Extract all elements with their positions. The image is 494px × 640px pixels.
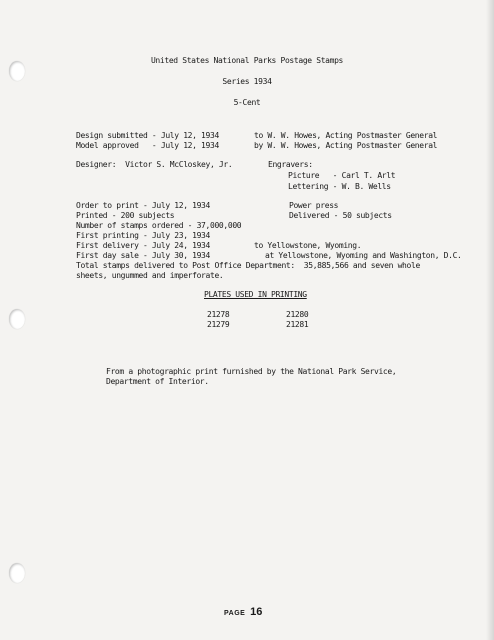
engravers-label: Engravers: xyxy=(268,160,313,169)
first-day-locations: at Yellowstone, Wyoming and Washington, D.C. xyxy=(265,251,462,260)
page-number: 16 xyxy=(250,606,263,618)
plates-heading: PLATES USED IN PRINTING xyxy=(204,290,307,299)
designer-line: Designer: Victor S. McCloskey, Jr. xyxy=(76,160,233,169)
engraver-picture: Picture - Carl T. Arlt xyxy=(288,171,396,180)
first-day-sale: First day sale - July 30, 1934 xyxy=(76,251,210,260)
stamps-ordered: Number of stamps ordered - 37,000,000 xyxy=(76,221,242,230)
series-label: Series 1934 xyxy=(222,77,272,86)
plate-number: 21278 xyxy=(207,310,230,319)
model-approved: Model approved - July 12, 1934 xyxy=(76,141,219,150)
plate-number: 21280 xyxy=(286,310,309,319)
page-edge-shadow xyxy=(486,0,494,640)
denomination-label: 5-Cent xyxy=(233,98,261,107)
source-note-line1: From a photographic print furnished by the National Park Service, xyxy=(106,367,397,376)
plate-number: 21281 xyxy=(286,320,309,329)
plate-number: 21279 xyxy=(207,320,230,329)
total-delivered-line1: Total stamps delivered to Post Office Department: 35,885,566 and seven whole xyxy=(76,261,420,270)
first-delivery-destination: to Yellowstone, Wyoming. xyxy=(254,241,362,250)
design-submitted-to: to W. W. Howes, Acting Postmaster General xyxy=(254,131,438,140)
delivered-subjects: Delivered - 50 subjects xyxy=(289,211,392,220)
engraver-lettering: Lettering - W. B. Wells xyxy=(288,182,391,191)
document-title: United States National Parks Postage Stamps xyxy=(150,56,344,65)
punch-hole xyxy=(9,563,25,583)
total-delivered-line2: sheets, ungummed and imperforate. xyxy=(76,271,224,280)
first-delivery: First delivery - July 24, 1934 xyxy=(76,241,210,250)
first-printing: First printing - July 23, 1934 xyxy=(76,231,210,240)
design-submitted: Design submitted - July 12, 1934 xyxy=(76,131,219,140)
power-press: Power press xyxy=(289,201,339,210)
source-note-line2: Department of Interior. xyxy=(106,377,209,386)
page-footer xyxy=(224,607,262,619)
order-to-print: Order to print - July 12, 1934 xyxy=(76,201,210,210)
page-label: PAGE xyxy=(224,610,246,617)
printed-subjects: Printed - 200 subjects xyxy=(76,211,175,220)
model-approved-by: by W. W. Howes, Acting Postmaster General xyxy=(254,141,438,150)
punch-hole xyxy=(9,309,25,329)
